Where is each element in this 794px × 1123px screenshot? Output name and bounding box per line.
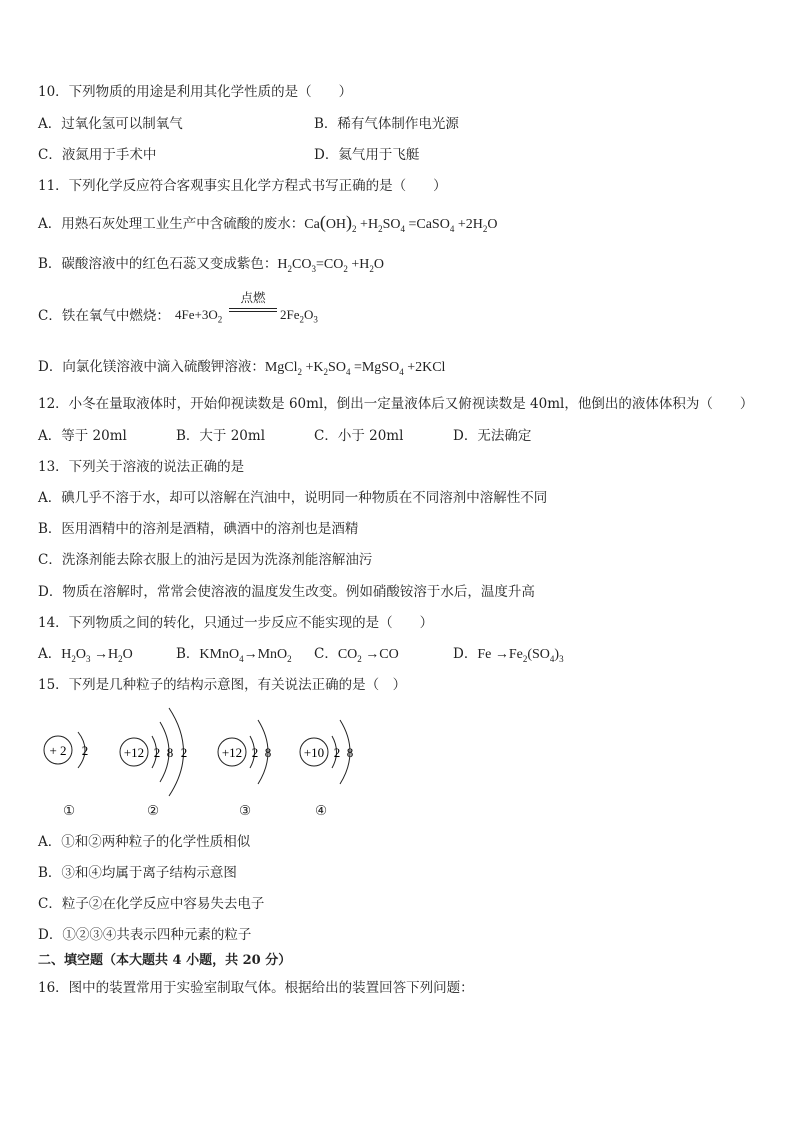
q11-stem: 11．下列化学反应符合客观事实且化学方程式书写正确的是（ ） — [38, 178, 447, 194]
atom-1-label: ① — [63, 803, 76, 819]
q15-option-d: D．①②③④共表示四种元素的粒子 — [38, 927, 252, 943]
q11-option-c-text: C．铁在氧气中燃烧： — [38, 308, 170, 324]
q11-option-b-equation: $H_2CO_3=CO_2 +H_2O$ — [277, 257, 384, 274]
atom-2-label: ② — [147, 803, 160, 819]
q14-option-d: D．$Fe \to Fe_2(SO_4)_3$ — [453, 646, 564, 664]
q11-option-d-equation: MgCl$_2$ $+K_2SO_4$ =MgSO$_4$ +2KCl — [264, 360, 446, 377]
q14-option-c-formula: $CO_2 \to CO$ — [337, 647, 399, 664]
q14-option-b-formula: KMnO$_4$→MnO$_2$ — [199, 647, 292, 664]
atom-diagram-1 — [40, 722, 100, 782]
q11-option-c-product: $2Fe_2O_3$ — [280, 307, 318, 325]
q11-option-a — [38, 213, 497, 234]
q12-option-b: B．大于 20ml — [176, 428, 266, 444]
q12-option-d: D．无法确定 — [453, 428, 532, 444]
q14-option-a-formula: $H_2O_3 \to H_2O$ — [61, 647, 133, 664]
atom-3-shell-1: 2 — [251, 745, 259, 760]
atom-3-nucleus: +12 — [221, 745, 243, 760]
q12-stem: 12．小冬在量取液体时，开始仰视读数是 60ml，倒出一定量液体后又俯视读数是 40ml，他倒出的液体体积为（ ） — [38, 396, 754, 412]
atom-2-nucleus: +12 — [123, 745, 145, 760]
section-2-title: 二、填空题（本大题共 4 小题，共 20 分） — [38, 953, 292, 968]
q12-option-c: C．小于 20ml — [314, 428, 404, 444]
q12-option-a: A．等于 20ml — [38, 428, 127, 444]
atom-1-nucleus: + 2 — [49, 743, 67, 758]
q10-option-d: D．氦气用于飞艇 — [314, 147, 420, 163]
q10-option-a: A．过氧化氢可以制氧气 — [38, 116, 183, 132]
q11-option-c — [38, 307, 170, 325]
q13-option-b: B．医用酒精中的溶剂是酒精，碘酒中的溶剂也是酒精 — [38, 521, 359, 537]
q14-option-d-formula: $Fe \to Fe_2(SO_4)_3$ — [477, 647, 564, 664]
atom-3-shell-2: 8 — [264, 745, 272, 760]
q11-option-a-equation: $Ca(OH)_2 +H_2SO_4$ =CaSO$_4$ $+2H_2O$ — [304, 212, 498, 234]
q13-option-c: C．洗涤剂能去除衣服上的油污是因为洗涤剂能溶解油污 — [38, 552, 373, 568]
atom-4-shell-1: 2 — [333, 745, 341, 760]
q11-option-c-condition: 点燃 — [240, 290, 266, 305]
q11-option-d-text: D．向氯化镁溶液中滴入硫酸钾溶液： — [38, 359, 265, 375]
q11-option-b — [38, 255, 384, 274]
q14-option-c: C．$CO_2 \to CO$ — [314, 646, 399, 664]
atom-3-label: ③ — [239, 803, 252, 819]
atom-2-shell-3: 2 — [180, 745, 188, 760]
q11-option-a-text: A．用熟石灰处理工业生产中含硫酸的废水： — [38, 216, 305, 232]
atom-diagram-2 — [114, 702, 204, 802]
q15-option-a: A．①和②两种粒子的化学性质相似 — [38, 834, 251, 850]
q10-option-c: C．液氮用于手术中 — [38, 147, 157, 163]
q10-option-b: B．稀有气体制作电光源 — [314, 116, 459, 132]
q14-option-b: B．KMnO$_4$→MnO$_2$ — [176, 646, 292, 664]
atom-4-label: ④ — [315, 803, 328, 819]
q15-option-c: C．粒子②在化学反应中容易失去电子 — [38, 896, 265, 912]
atom-2-shell-2: 8 — [166, 745, 174, 760]
q11-option-c-arrow-line2 — [229, 311, 277, 312]
q11-option-d — [38, 358, 445, 377]
atom-4-shell-2: 8 — [346, 745, 354, 760]
atom-1-shell-1: 2 — [81, 743, 89, 758]
q11-option-c-equation: $4Fe+3O_2$ — [175, 307, 223, 325]
atom-diagram-3 — [212, 712, 292, 792]
q13-option-a: A．碘几乎不溶于水，却可以溶解在汽油中，说明同一种物质在不同溶剂中溶解性不同 — [38, 490, 548, 506]
atom-diagram-4 — [294, 712, 374, 792]
q15-option-b: B．③和④均属于离子结构示意图 — [38, 865, 237, 881]
q10-stem: 10．下列物质的用途是利用其化学性质的是（ ） — [38, 84, 353, 100]
q11-option-c-arrow-line1 — [229, 308, 277, 309]
q13-option-d: D．物质在溶解时，常常会使溶液的温度发生改变。例如硝酸铵溶于水后，温度升高 — [38, 584, 535, 600]
atom-2-shell-1: 2 — [153, 745, 161, 760]
q16-stem: 16．图中的装置常用于实验室制取气体。根据给出的装置回答下列问题： — [38, 980, 474, 996]
q14-option-a: A．$H_2O_3 \to H_2O$ — [38, 646, 133, 664]
q14-stem: 14．下列物质之间的转化，只通过一步反应不能实现的是（ ） — [38, 615, 434, 631]
atom-4-nucleus: +10 — [303, 745, 325, 760]
q13-stem: 13．下列关于溶液的说法正确的是 — [38, 459, 245, 475]
q15-stem: 15．下列是几种粒子的结构示意图，有关说法正确的是（ ） — [38, 677, 407, 693]
q11-option-b-text: B．碳酸溶液中的红色石蕊又变成紫色： — [38, 256, 278, 272]
